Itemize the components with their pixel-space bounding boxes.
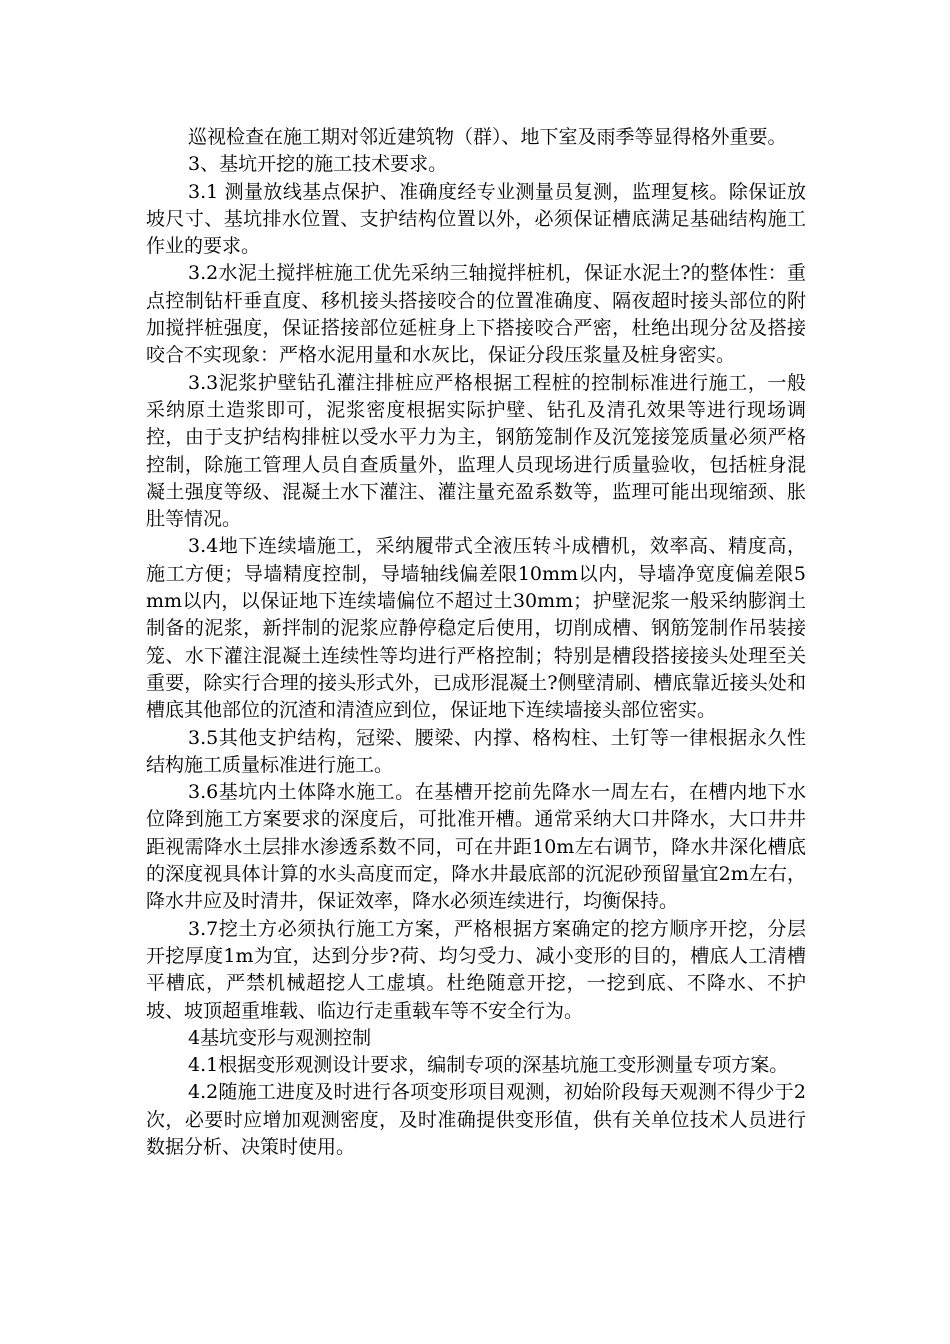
paragraph-3-1: 3.1 测量放线基点保护、准确度经专业测量员复测，监理复核。除保证放坡尺寸、基坑排水位置、支护结构位置以外，必须保证槽底满足基础结构施工作业的要求。 <box>146 180 806 258</box>
paragraph-inspection: 巡视检查在施工期对邻近建筑物（群）、地下室及雨季等显得格外重要。 <box>188 126 787 148</box>
paragraph-4-2: 4.2随施工进度及时进行各项变形项目观测，初始阶段每天观测不得少于2次，必要时应增加观测密度，及时准确提供变形值，供有关单位技术人员进行数据分析、决策时使用。 <box>146 1081 806 1158</box>
paragraph-4-1: 4.1根据变形观测设计要求，编制专项的深基坑施工变形测量专项方案。 <box>188 1054 789 1077</box>
section-heading-4: 4基坑变形与观测控制 <box>188 1026 372 1049</box>
paragraph-3-2: 3.2水泥土搅拌桩施工优先采纳三轴搅拌桩机，保证水泥土?的整体性：重点控制钻杆垂直度、移机接头搭接咬合的位置准确度、隔夜超时接头部位的附加搅拌桩强度，保证搭接部位延桩身上下搭接咬合严密，杜绝出现分岔及搭接咬合不实现象：严格水泥用量和水灰比，保证分段压浆量及桩身密实。 <box>146 262 806 367</box>
paragraph-3-7: 3.7挖土方必须执行施工方案，严格根据方案确定的挖方顺序开挖，分层开挖厚度1m为宜，达到分步?荷、均匀受力、减小变形的目的，槽底人工清槽平槽底，严禁机械超挖人工虚填。杜绝随意开挖，一挖到底、不降水、不护坡、坡顶超重堆载、临边行走重载车等不安全行为。 <box>146 917 806 1022</box>
document-body <box>146 124 806 1161</box>
section-heading-3: 3、基坑开挖的施工技术要求。 <box>188 153 448 176</box>
paragraph-3-5: 3.5其他支护结构，冠梁、腰梁、内撑、格构柱、土钉等一律根据永久性结构施工质量标准进行施工。 <box>146 726 806 776</box>
paragraph-3-3: 3.3泥浆护壁钻孔灌注排桩应严格根据工程桩的控制标准进行施工，一般采纳原土造浆即可，泥浆密度根据实际护壁、钻孔及清孔效果等进行现场调控，由于支护结构排桩以受水平力为主，钢筋笼制作及沉笼接笼质量必须严格控制，除施工管理人员自查质量外，监理人员现场进行质量验收，包括桩身混凝土强度等级、混凝土水下灌注、灌注量充盈系数等，监理可能出现缩颈、胀肚等情况。 <box>146 371 806 531</box>
paragraph-3-6: 3.6基坑内土体降水施工。在基槽开挖前先降水一周左右，在槽内地下水位降到施工方案要求的深度后，可批准开槽。通常采纳大口井降水，大口井井距视需降水土层排水渗透系数不同，可在井距10m左右调节，降水井深化槽底的深度视具体计算的水头高度而定，降水井最底部的沉泥砂预留量宜2m左右，降水井应及时清井，保证效率，降水必须连续进行，均衡保持。 <box>146 781 806 913</box>
paragraph-3-4: 3.4地下连续墙施工，采纳履带式全液压转斗成槽机，效率高、精度高，施工方便；导墙精度控制，导墙轴线偏差限10mm以内，导墙净宽度偏差限5mm以内，以保证地下连续墙偏位不超过土30mm；护壁泥浆一般采纳膨润土制备的泥浆，新拌制的泥浆应静停稳定后使用，切削成槽、钢筋笼制作吊装接笼、水下灌注混凝土连续性等均进行严格控制；特别是槽段搭接接头处理至关重要，除实行合理的接头形式外，已成形混凝土?侧壁清刷、槽底靠近接头处和槽底其他部位的沉渣和清渣应到位，保证地下连续墙接头部位密实。 <box>146 535 806 722</box>
